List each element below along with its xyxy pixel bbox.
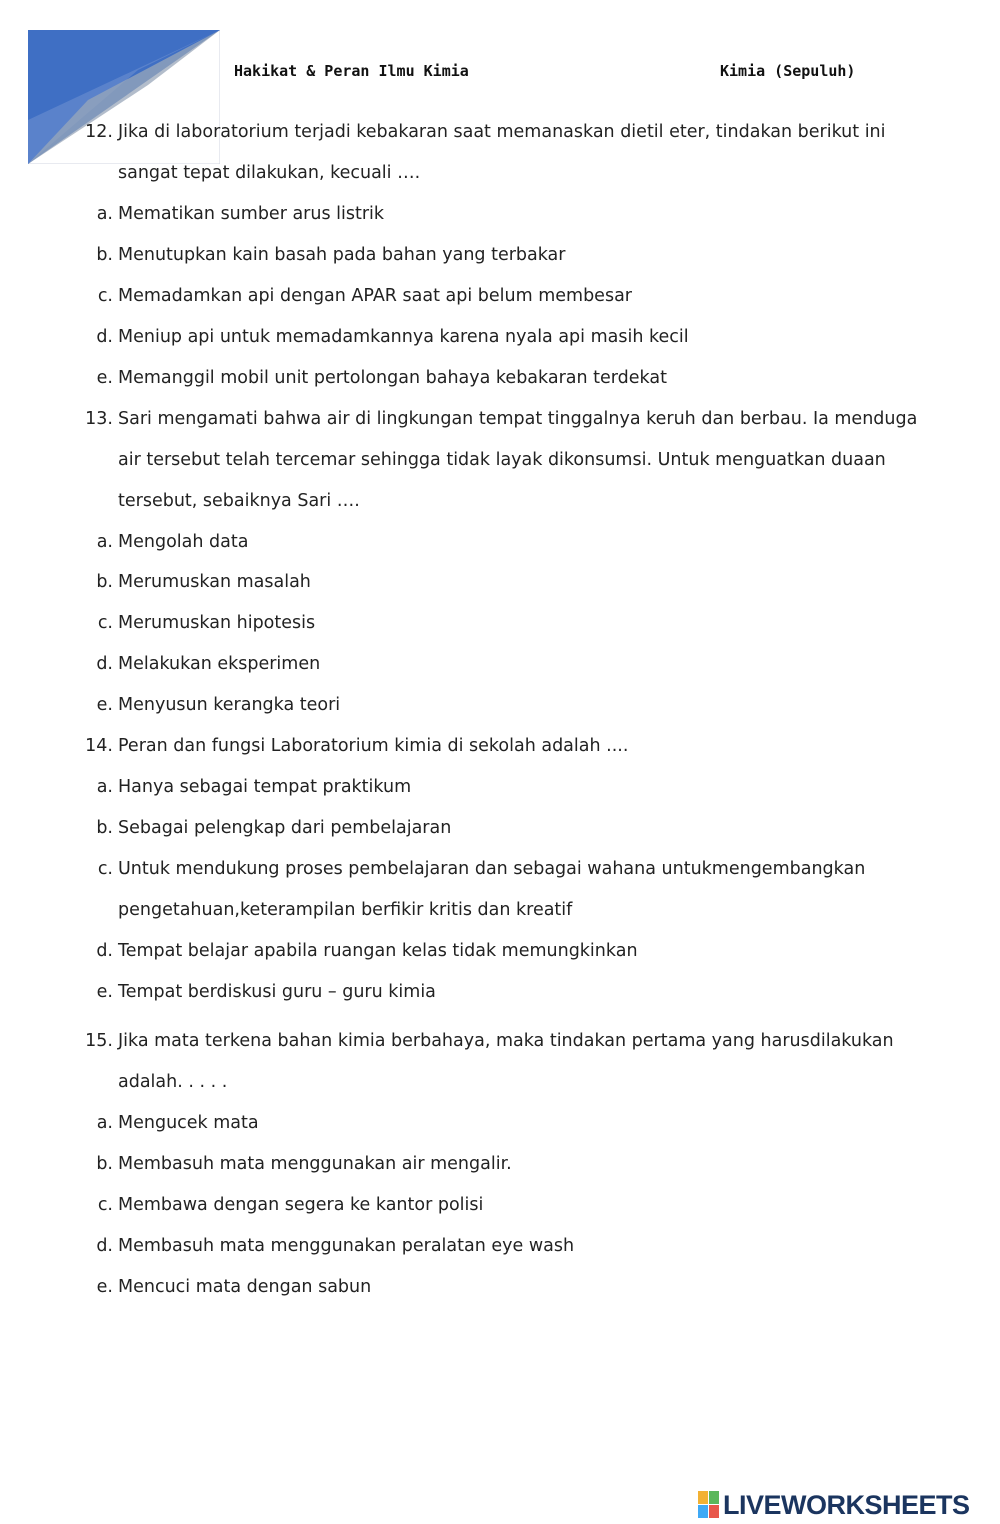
question-line: [0, 1109, 1000, 1137]
item-text: Mengolah data: [118, 532, 249, 552]
item-text: Menutupkan kain basah pada bahan yang terbakar: [118, 245, 566, 265]
logo-text: LIVEWORKSHEETS: [723, 1489, 970, 1520]
question-line: [0, 814, 1000, 842]
liveworksheets-logo-icon: [698, 1491, 720, 1519]
item-text: Sari mengamati bahwa air di lingkungan tempat tinggalnya keruh dan berbau. Ia menduga: [118, 409, 918, 429]
question-line: [0, 1027, 1000, 1055]
item-text: Tempat belajar apabila ruangan kelas tidak memungkinkan: [118, 941, 638, 961]
item-label: d.: [96, 941, 113, 961]
item-label: b.: [96, 1154, 113, 1174]
item-label: a.: [96, 1113, 113, 1133]
question-line: [0, 405, 1000, 433]
question-line: [0, 1150, 1000, 1178]
question-line-continuation: [0, 1068, 1000, 1096]
item-label: c.: [97, 1195, 113, 1215]
item-text: Merumuskan masalah: [118, 572, 311, 592]
item-text: adalah. . . . .: [118, 1072, 228, 1092]
question-line: [0, 528, 1000, 556]
question-line-continuation: [0, 159, 1000, 187]
item-text: Membasuh mata menggunakan air mengalir.: [118, 1154, 512, 1174]
item-text: Mengucek mata: [118, 1113, 259, 1133]
question-line: [0, 1273, 1000, 1301]
item-label: c.: [97, 859, 113, 879]
question-line: [0, 323, 1000, 351]
item-text: air tersebut telah tercemar sehingga tidak layak dikonsumsi. Untuk menguatkan duaan: [118, 450, 886, 470]
question-line-continuation: [0, 487, 1000, 515]
question-line: [0, 241, 1000, 269]
item-text: Mencuci mata dengan sabun: [118, 1277, 372, 1297]
item-text: Hanya sebagai tempat praktikum: [118, 777, 412, 797]
question-line: [0, 855, 1000, 883]
item-label: b.: [96, 245, 113, 265]
item-label: 15.: [85, 1031, 113, 1051]
header-topic: Hakikat & Peran Ilmu Kimia: [234, 62, 469, 80]
question-line: [0, 282, 1000, 310]
header-subject: Kimia (Sepuluh): [720, 62, 856, 80]
item-text: pengetahuan,keterampilan berfikir kritis dan kreatif: [118, 900, 573, 920]
item-label: 13.: [85, 409, 113, 429]
item-text: Untuk mendukung proses pembelajaran dan sebagai wahana untukmengembangkan: [118, 859, 866, 879]
item-text: Peran dan fungsi Laboratorium kimia di sekolah adalah ....: [118, 736, 629, 756]
item-text: Memadamkan api dengan APAR saat api belum membesar: [118, 286, 632, 306]
item-label: d.: [96, 1236, 113, 1256]
item-text: Memanggil mobil unit pertolongan bahaya kebakaran terdekat: [118, 368, 667, 388]
item-label: c.: [97, 286, 113, 306]
question-line-continuation: [0, 446, 1000, 474]
item-label: a.: [96, 204, 113, 224]
question-line: [0, 691, 1000, 719]
item-text: Sebagai pelengkap dari pembelajaran: [118, 818, 452, 838]
item-label: e.: [96, 368, 113, 388]
item-text: Jika di laboratorium terjadi kebakaran saat memanaskan dietil eter, tindakan berikut ini: [118, 122, 886, 142]
item-text: Tempat berdiskusi guru – guru kimia: [118, 982, 436, 1002]
question-line: [0, 1191, 1000, 1219]
question-line: [0, 773, 1000, 801]
question-line: [0, 364, 1000, 392]
question-line: [0, 200, 1000, 228]
item-text: sangat tepat dilakukan, kecuali ….: [118, 163, 421, 183]
item-label: b.: [96, 818, 113, 838]
item-label: d.: [96, 327, 113, 347]
item-label: c.: [97, 613, 113, 633]
item-label: a.: [96, 777, 113, 797]
liveworksheets-logo: [698, 1488, 970, 1522]
item-text: Membawa dengan segera ke kantor polisi: [118, 1195, 484, 1215]
question-line: [0, 609, 1000, 637]
question-line: [0, 118, 1000, 146]
item-label: e.: [96, 695, 113, 715]
question-line: [0, 650, 1000, 678]
item-text: Merumuskan hipotesis: [118, 613, 316, 633]
item-label: b.: [96, 572, 113, 592]
question-line: [0, 937, 1000, 965]
item-text: Menyusun kerangka teori: [118, 695, 341, 715]
question-line-continuation: [0, 896, 1000, 924]
item-text: Membasuh mata menggunakan peralatan eye wash: [118, 1236, 575, 1256]
item-text: Mematikan sumber arus listrik: [118, 204, 385, 224]
question-line: [0, 1232, 1000, 1260]
item-label: 14.: [85, 736, 113, 756]
question-line: [0, 732, 1000, 760]
item-text: tersebut, sebaiknya Sari ….: [118, 491, 360, 511]
item-label: a.: [96, 532, 113, 552]
item-text: Meniup api untuk memadamkannya karena nyala api masih kecil: [118, 327, 689, 347]
item-label: 12.: [85, 122, 113, 142]
item-text: Jika mata terkena bahan kimia berbahaya, maka tindakan pertama yang harusdilakukan: [118, 1031, 894, 1051]
item-label: d.: [96, 654, 113, 674]
question-line: [0, 978, 1000, 1006]
item-text: Melakukan eksperimen: [118, 654, 321, 674]
question-line: [0, 568, 1000, 596]
item-label: e.: [96, 982, 113, 1002]
item-label: e.: [96, 1277, 113, 1297]
